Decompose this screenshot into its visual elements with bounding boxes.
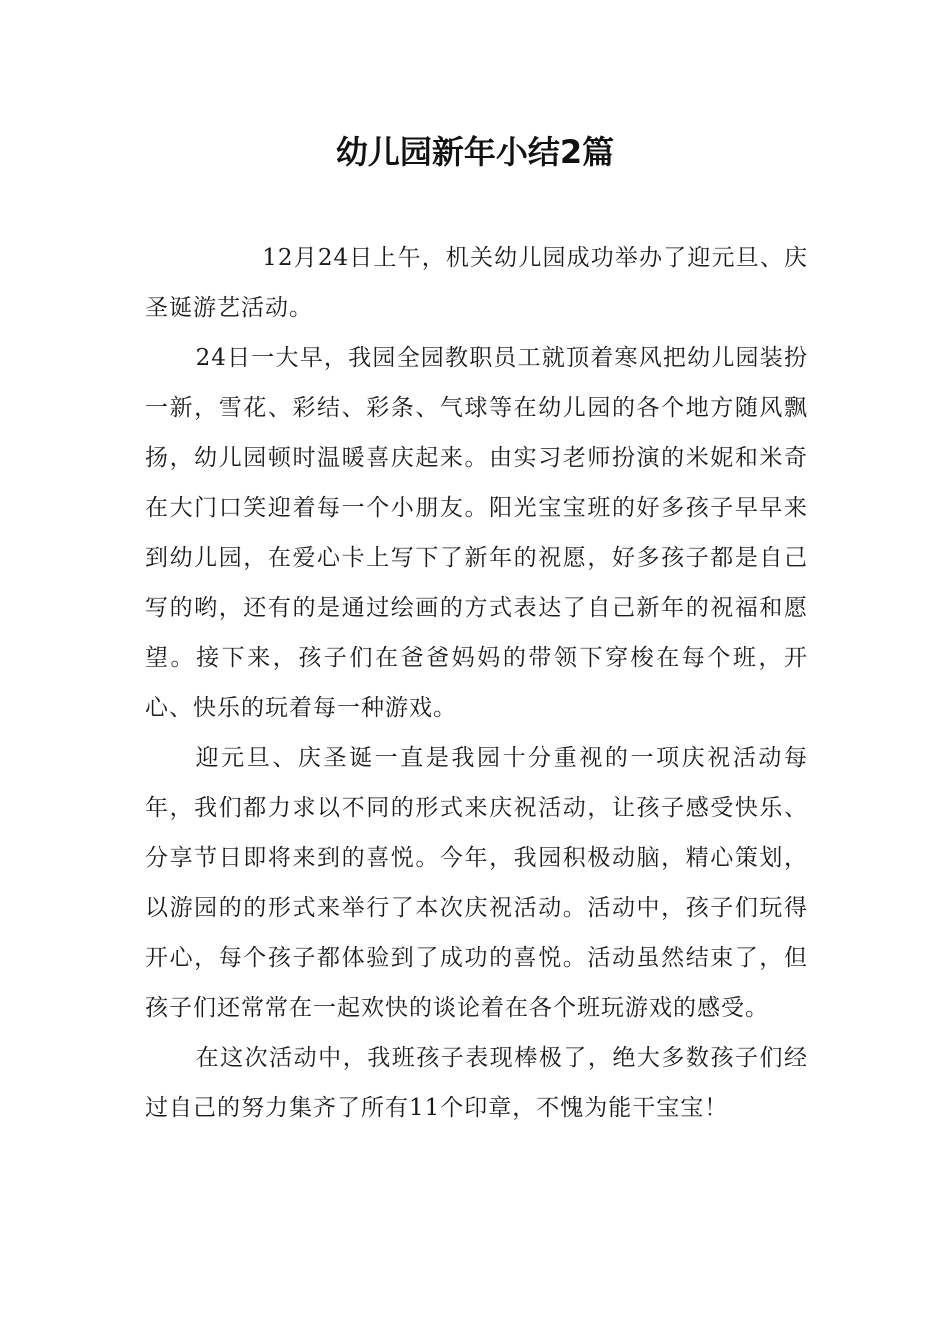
paragraph-4: 在这次活动中，我班孩子表现棒极了，绝大多数孩子们经过自己的努力集齐了所有11个印章，不愧为能干宝宝！: [145, 1045, 808, 1121]
paragraph-1: 12月24日上午，机关幼儿园成功举办了迎元旦、庆圣诞游艺活动。: [145, 245, 808, 321]
document-body: [145, 233, 808, 1133]
paragraph-3: 迎元旦、庆圣诞一直是我园十分重视的一项庆祝活动每年，我们都力求以不同的形式来庆祝活动，让孩子感受快乐、分享节日即将来到的喜悦。今年，我园积极动脑，精心策划，以游园的的形式来举行了本次庆祝活动。活动中，孩子们玩得开心，每个孩子都体验到了成功的喜悦。活动虽然结束了，但孩子们还常常在一起欢快的谈论着在各个班玩游戏的感受。: [145, 745, 808, 1021]
document-title: 幼儿园新年小结2篇: [335, 133, 615, 171]
paragraph-2: 24日一大早，我园全园教职员工就顶着寒风把幼儿园装扮一新，雪花、彩结、彩条、气球等在幼儿园的各个地方随风飘扬，幼儿园顿时温暖喜庆起来。由实习老师扮演的米妮和米奇在大门口笑迎着每一个小朋友。阳光宝宝班的好多孩子早早来到幼儿园，在爱心卡上写下了新年的祝愿，好多孩子都是自己写的哟，还有的是通过绘画的方式表达了自己新年的祝福和愿望。接下来，孩子们在爸爸妈妈的带领下穿梭在每个班，开心、快乐的玩着每一种游戏。: [145, 345, 808, 721]
